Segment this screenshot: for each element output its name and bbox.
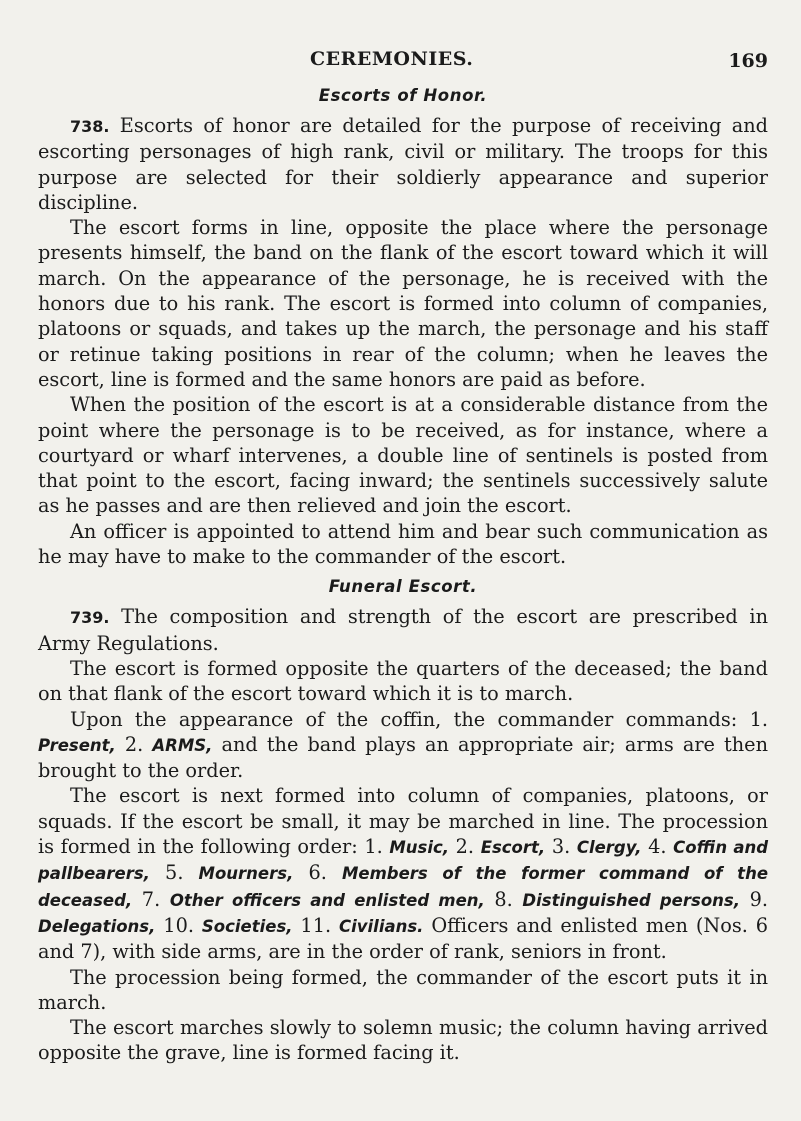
paragraph: The escort marches slowly to solemn music; the column having arrived opposite the grave, line is formed facing it. — [38, 1016, 768, 1065]
paragraph: The escort is formed opposite the quarters of the deceased; the band on that flank of the escort toward which it is to march. — [38, 656, 768, 706]
section-heading-escorts-of-honor: Escorts of Honor. — [318, 86, 488, 105]
text-run: 11. — [292, 913, 339, 937]
paragraph-738 — [38, 113, 768, 215]
procession-item: Coffin and pallbearers, — [38, 838, 769, 884]
text-run: 2. — [449, 835, 481, 859]
paragraph-number: 738. — [70, 117, 110, 136]
page-header — [38, 36, 768, 78]
page-number: 169 — [728, 50, 768, 72]
text-run: 7. — [132, 887, 170, 911]
text-run: Officers and enlisted men (Nos. 6 and 7), with side arms, are in the order of rank, seniors in front. — [38, 913, 769, 964]
text-run: 4. — [641, 835, 674, 859]
book-page — [38, 36, 768, 1066]
running-head: CEREMONIES. — [310, 48, 474, 70]
paragraph-commands — [38, 707, 768, 784]
procession-item: Delegations, — [38, 916, 156, 936]
procession-item: Escort, — [480, 838, 546, 858]
procession-item: Clergy, — [576, 838, 642, 858]
text-run: 6. — [293, 861, 342, 885]
procession-item: Other officers and enlisted men, — [169, 890, 485, 910]
paragraph: An officer is appointed to attend him and bear such communication as he may have to make to the commander of the escort. — [38, 519, 768, 569]
paragraph-procession-order — [38, 783, 768, 964]
text-run: 3. — [545, 835, 577, 859]
procession-item: Civilians. — [338, 916, 424, 936]
procession-item: Music, — [389, 838, 450, 858]
text-run: and the band plays an appropriate air; arms are then brought to the order. — [38, 732, 769, 783]
paragraph: The procession being formed, the commander of the escort puts it in march. — [38, 965, 768, 1014]
section-heading-funeral-escort: Funeral Escort. — [328, 577, 478, 597]
paragraph-text: Escorts of honor are detailed for the purpose of receiving and escorting personages of high rank, civil or military. The troops for this purpose are selected for their soldierly appearance and superior discipline. — [38, 114, 768, 214]
paragraph-number: 739. — [70, 608, 110, 628]
text-run: 8. — [484, 887, 523, 911]
text-run: 9. — [740, 887, 769, 911]
procession-item: Societies, — [201, 916, 293, 936]
text-run: Upon the appearance of the coffin, the commander commands: 1. — [70, 707, 768, 731]
text-run: The escort is next formed into column of companies, platoons, or squads. If the escort be small, it may be marched in line. The procession is formed in the following order: 1. — [38, 784, 768, 859]
command-arms: ARMS, — [152, 735, 213, 755]
procession-item: Members of the former command of the deceased, — [38, 864, 769, 910]
paragraph-739 — [38, 604, 768, 656]
command-present: Present, — [38, 735, 116, 755]
text-run: 2. — [115, 732, 153, 756]
paragraph: When the position of the escort is at a considerable distance from the point where the personage is to be received, as for instance, where a courtyard or wharf intervenes, a double line of sentinels is posted from that point to the escort, facing inward; the sentinels successively salute as he passes and are then relieved and join the escort. — [38, 393, 768, 518]
paragraph: The escort forms in line, opposite the place where the personage presents himself, the band on the flank of the escort toward which it will march. On the appearance of the personage, he is received with the honors due to his rank. The escort is formed into column of companies, platoons or squads, and takes up the march, the personage and his staff or retinue taking positions in rear of the column; when he leaves the escort, line is formed and the same honors are paid as before. — [38, 216, 768, 391]
procession-item: Distinguished persons, — [522, 890, 740, 910]
procession-item: Mourners, — [198, 864, 294, 884]
text-run: 5. — [149, 861, 199, 885]
text-run: 10. — [155, 913, 202, 937]
paragraph-text: The composition and strength of the escort are prescribed in Army Regulations. — [38, 605, 768, 655]
